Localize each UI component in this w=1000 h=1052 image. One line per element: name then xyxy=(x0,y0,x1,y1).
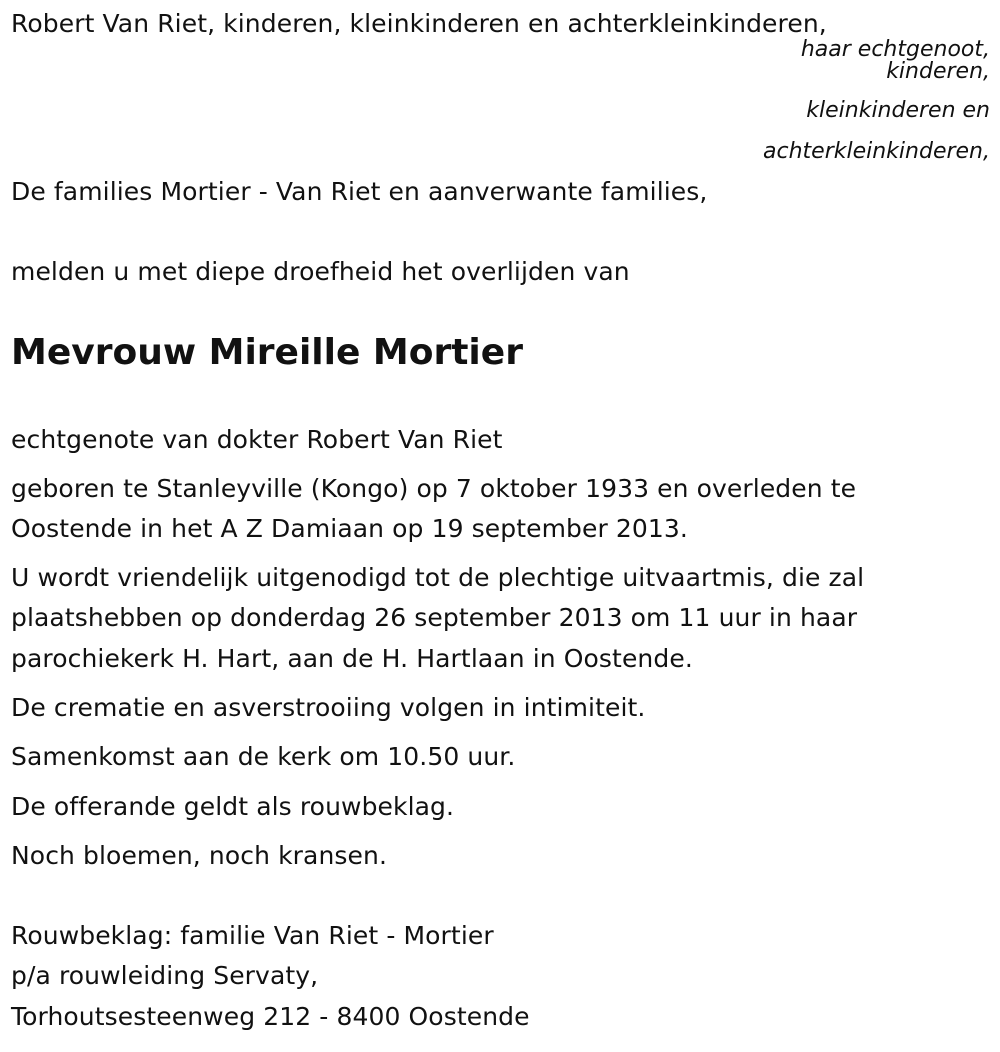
cremation-line: De crematie en asverstrooiing volgen in intimiteit. xyxy=(11,693,646,722)
announcement-intro: melden u met diepe droefheid het overlijden van xyxy=(11,257,630,286)
spouse-line: echtgenote van dokter Robert Van Riet xyxy=(11,425,503,454)
right-column-line-1: haar echtgenoot, xyxy=(800,37,990,62)
deceased-name: Mevrouw Mireille Mortier xyxy=(11,332,523,373)
right-column-line-2: kinderen, xyxy=(886,59,990,84)
funeral-home-line: p/a rouwleiding Servaty, xyxy=(11,961,319,990)
funeral-line-2: plaatshebben op donderdag 26 september 2013 om 11 uur in haar xyxy=(11,603,858,632)
address-line: Torhoutsesteenweg 212 - 8400 Oostende xyxy=(11,1002,530,1031)
right-column-line-3: kleinkinderen en xyxy=(806,98,990,123)
condolence-line: Rouwbeklag: familie Van Riet - Mortier xyxy=(11,921,494,950)
funeral-line-3: parochiekerk H. Hart, aan de H. Hartlaan in Oostende. xyxy=(11,644,693,673)
family-line: Robert Van Riet, kinderen, kleinkinderen en achterkleinkinderen, xyxy=(11,9,827,38)
funeral-line-1: U wordt vriendelijk uitgenodigd tot de plechtige uitvaartmis, die zal xyxy=(11,563,865,592)
gathering-line: Samenkomst aan de kerk om 10.50 uur. xyxy=(11,742,516,771)
offering-line: De offerande geldt als rouwbeklag. xyxy=(11,792,455,821)
right-column-line-4: achterkleinkinderen, xyxy=(763,139,990,164)
families-line: De families Mortier - Van Riet en aanverwante families, xyxy=(11,177,708,206)
birth-death-line-1: geboren te Stanleyville (Kongo) op 7 oktober 1933 en overleden te xyxy=(11,474,857,503)
birth-death-line-2: Oostende in het A Z Damiaan op 19 september 2013. xyxy=(11,514,688,543)
flowers-line: Noch bloemen, noch kransen. xyxy=(11,841,387,870)
